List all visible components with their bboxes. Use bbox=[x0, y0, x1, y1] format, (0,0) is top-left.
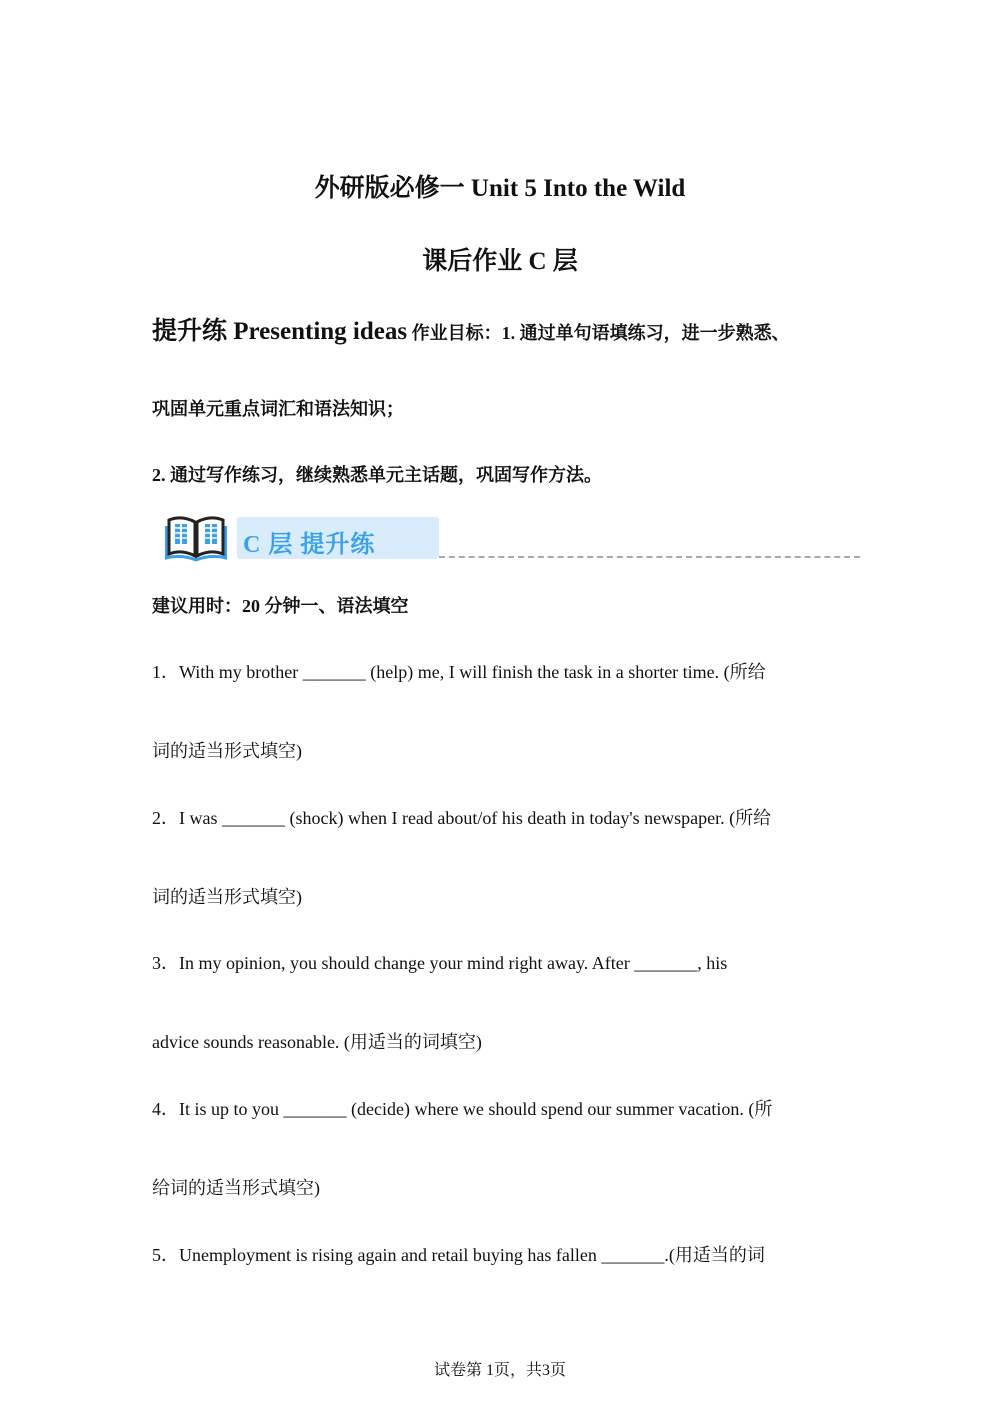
document-subtitle: 课后作业 C 层 bbox=[422, 248, 578, 275]
section-title: 提升练 Presenting ideas bbox=[152, 318, 408, 345]
goals-line-2: 巩固单元重点词汇和语法知识； bbox=[152, 399, 404, 419]
section-banner bbox=[165, 512, 860, 562]
time-hint: 建议用时：20 分钟一、语法填空 bbox=[152, 596, 409, 616]
question-2-line-2: 词的适当形式填空) bbox=[152, 887, 302, 907]
banner-label: C 层 提升练 bbox=[243, 532, 376, 558]
question-1-line-1: 1．With my brother _______ (help) me, I will finish the task in a shorter time. (所给 bbox=[152, 662, 766, 682]
goals-line-3: 2. 通过写作练习，继续熟悉单元主话题，巩固写作方法。 bbox=[152, 465, 602, 485]
question-3-line-1: 3．In my opinion, you should change your mind right away. After _______, his bbox=[152, 953, 728, 973]
banner-label-box bbox=[237, 517, 439, 559]
question-4-line-2: 给词的适当形式填空) bbox=[152, 1178, 320, 1198]
question-5-line-1: 5．Unemployment is rising again and retail buying has fallen _______.(用适当的词 bbox=[152, 1245, 765, 1265]
question-4-line-1: 4．It is up to you _______ (decide) where we should spend our summer vacation. (所 bbox=[152, 1099, 773, 1119]
banner-dashed-divider bbox=[439, 556, 860, 558]
page-footer: 试卷第 1页，共3页 bbox=[433, 1362, 566, 1379]
question-2-line-1: 2．I was _______ (shock) when I read about/of his death in today's newspaper. (所给 bbox=[152, 808, 772, 828]
open-book-icon bbox=[165, 512, 227, 562]
document-title: 外研版必修一 Unit 5 Into the Wild bbox=[314, 175, 686, 202]
question-3-line-2: advice sounds reasonable. (用适当的词填空) bbox=[152, 1032, 482, 1052]
goals-text-1: 作业目标：1. 通过单句语填练习，进一步熟悉、 bbox=[407, 323, 790, 343]
question-1-line-2: 词的适当形式填空) bbox=[152, 741, 302, 761]
goals-line-1 bbox=[152, 311, 790, 347]
